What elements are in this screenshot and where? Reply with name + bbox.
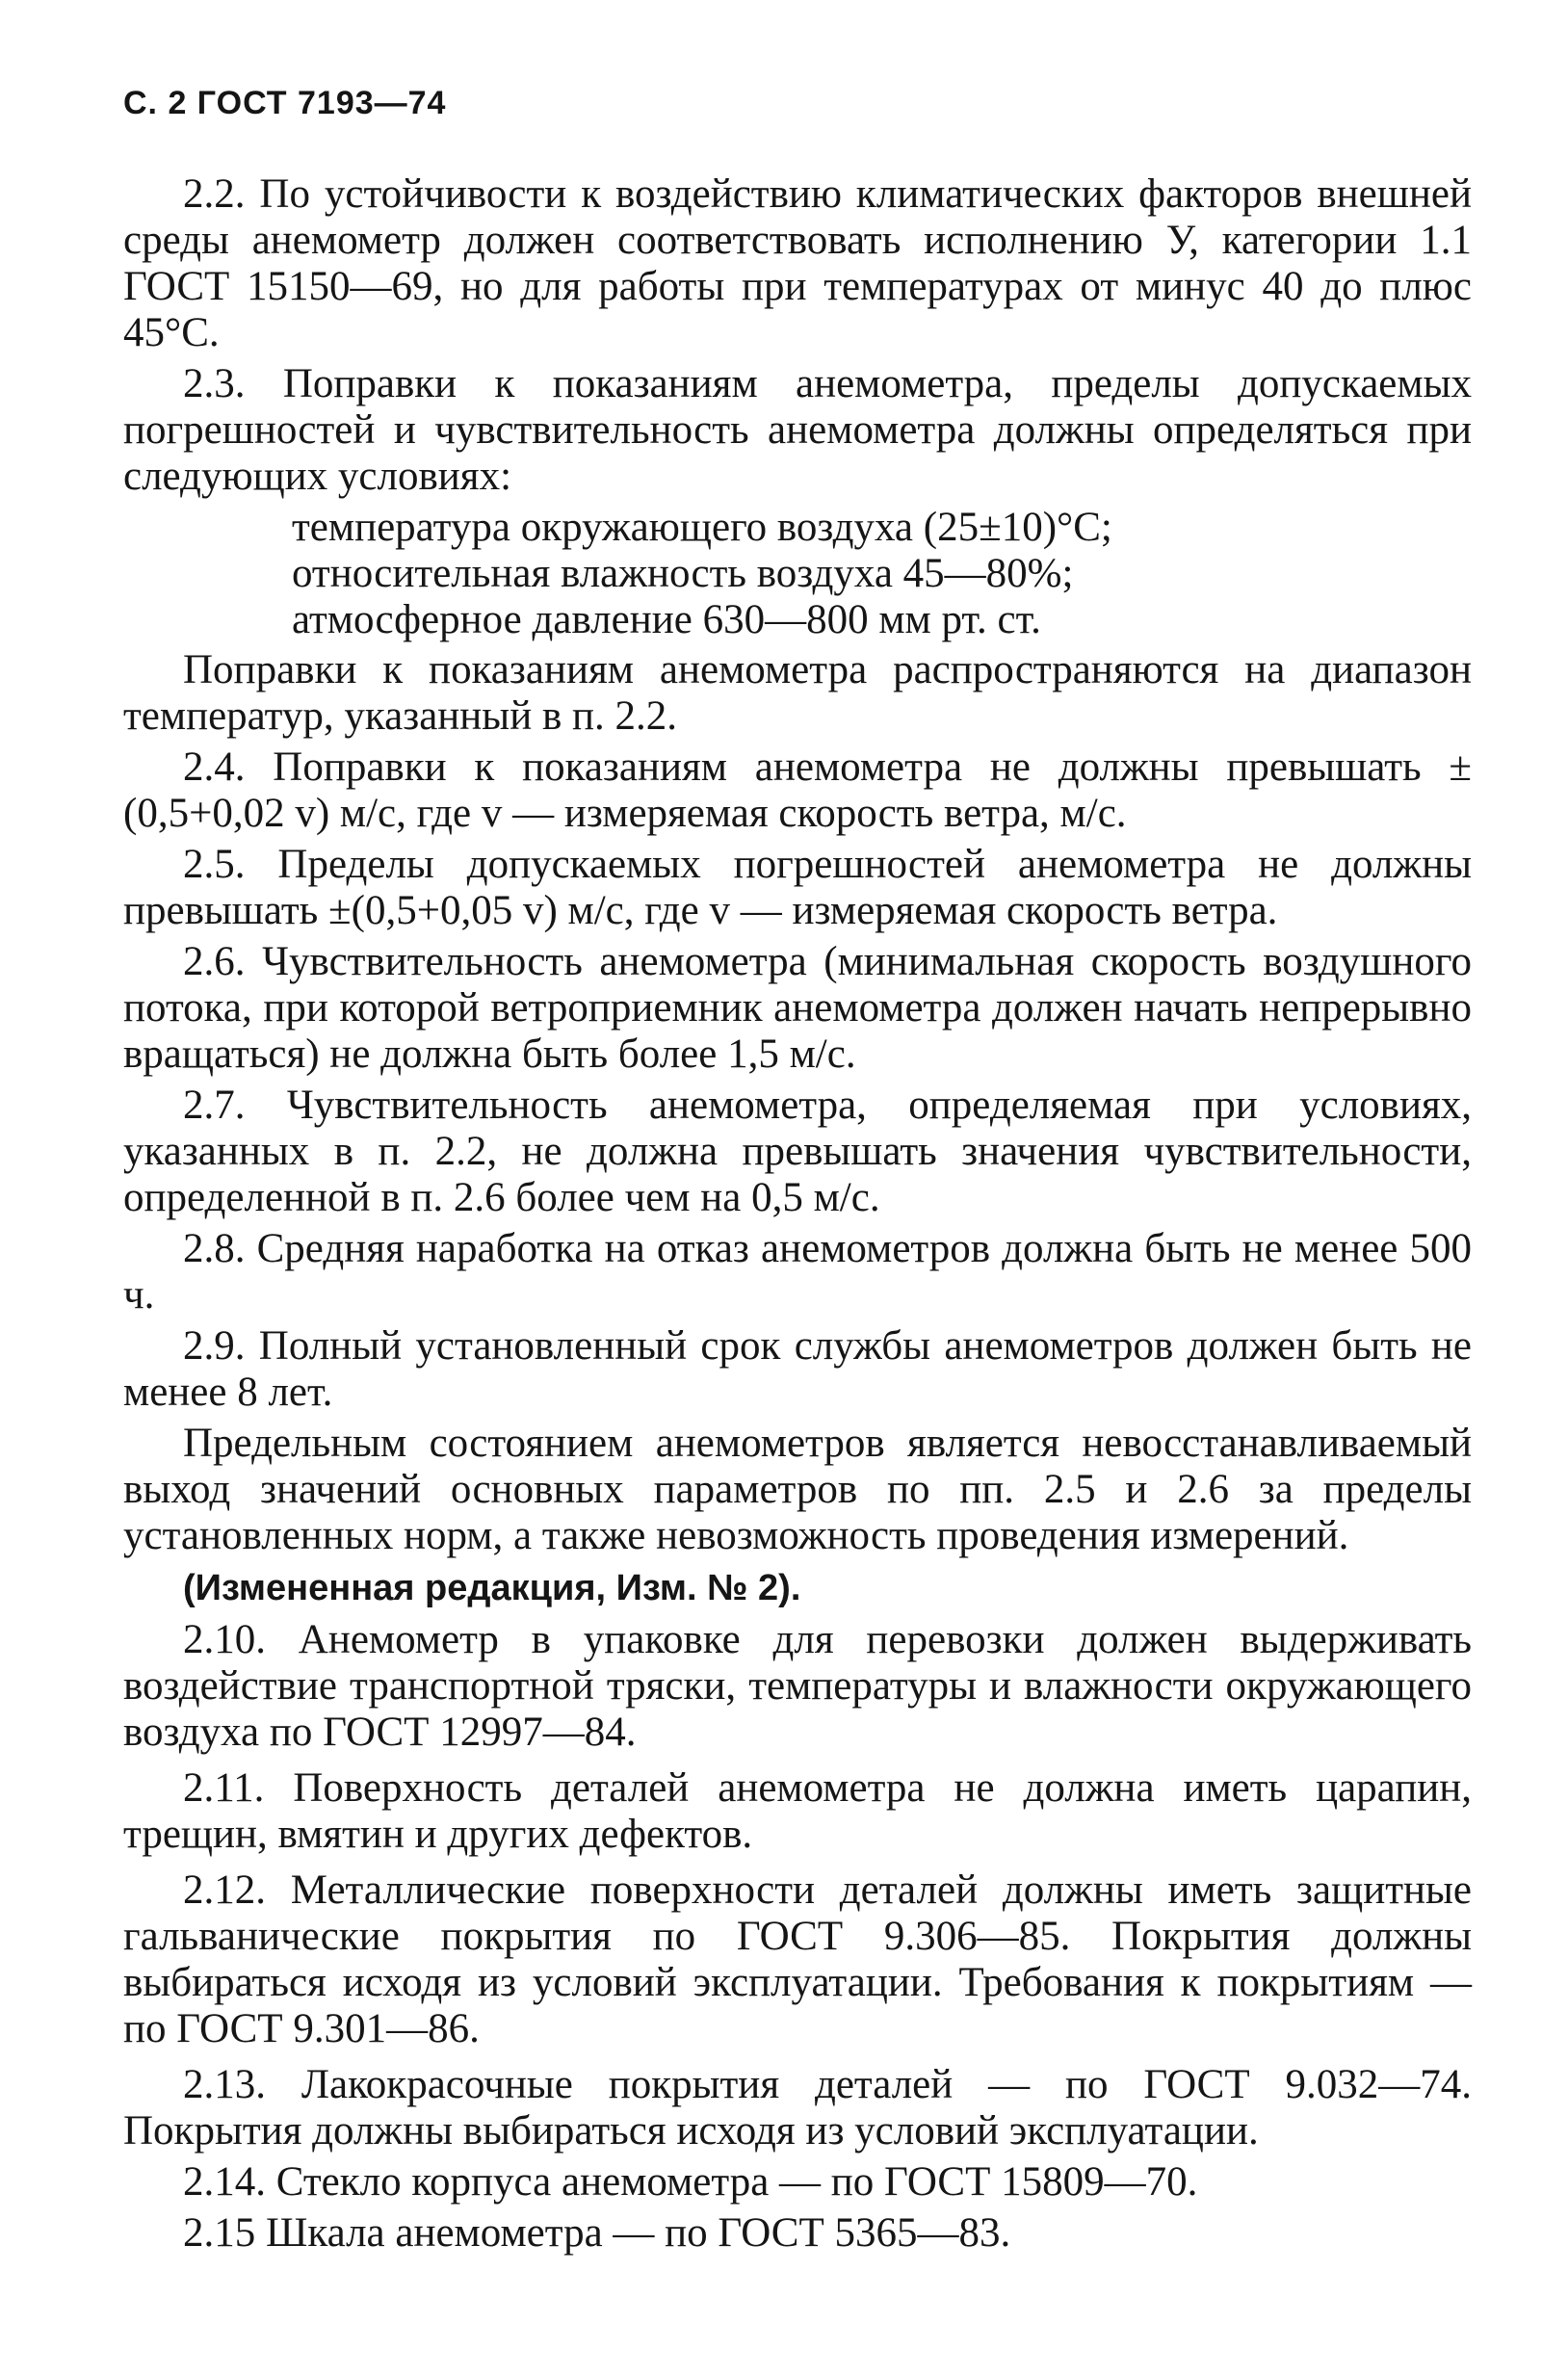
- clause-2-14: 2.14. Стекло корпуса анемометра — по ГОСТ 15809—70.: [183, 2159, 1198, 2205]
- clause-2-8: 2.8. Средняя наработка на отказ анемометров должна быть не менее 500 ч.: [123, 1226, 1472, 1318]
- clause-2-3: 2.3. Поправки к показаниям анемометра, пределы допускаемых погрешностей и чувствительность анемометра должны определяться при следующих условиях:: [123, 361, 1472, 499]
- clause-2-12: 2.12. Металлические поверхности деталей должны иметь защитные гальванические покрытия по ГОСТ 9.306—85. Покрытия должны выбираться исходя из условий эксплуатации. Требования к покрытиям — по ГОСТ 9.301—86.: [123, 1867, 1472, 2051]
- amendment-note: (Измененная редакция, Изм. № 2).: [183, 1568, 801, 1608]
- condition-humidity: относительная влажность воздуха 45—80%;: [292, 551, 1074, 596]
- clause-2-11: 2.11. Поверхность деталей анемометра не должна иметь царапин, трещин, вмятин и других дефектов.: [123, 1765, 1472, 1857]
- page-header: С. 2 ГОСТ 7193—74: [123, 85, 447, 121]
- clause-2-15: 2.15 Шкала анемометра — по ГОСТ 5365—83.: [183, 2210, 1011, 2256]
- clause-2-13: 2.13. Лакокрасочные покрытия деталей — по ГОСТ 9.032—74. Покрытия должны выбираться исходя из условий эксплуатации.: [123, 2062, 1472, 2154]
- clause-2-9: 2.9. Полный установленный срок службы анемометров должен быть не менее 8 лет.: [123, 1323, 1472, 1415]
- document-body: [123, 171, 1472, 2261]
- condition-pressure: атмосферное давление 630—800 мм рт. ст.: [292, 597, 1041, 642]
- clause-2-4: 2.4. Поправки к показаниям анемометра не должны превышать ± (0,5+0,02 v) м/с, где v — измеряемая скорость ветра, м/с.: [123, 744, 1472, 836]
- clause-2-10: 2.10. Анемометр в упаковке для перевозки должен выдерживать воздействие транспортной тряски, температуры и влажности окружающего воздуха по ГОСТ 12997—84.: [123, 1617, 1472, 1755]
- clause-2-9-note: Предельным состоянием анемометров является невосстанавливаемый выход значений основных параметров по пп. 2.5 и 2.6 за пределы установленных норм, а также невозможность проведения измерений.: [123, 1421, 1472, 1558]
- clause-2-2: 2.2. По устойчивости к воздействию климатических факторов внешней среды анемометр должен соответствовать исполнению У, категории 1.1 ГОСТ 15150—69, но для работы при температурах от минус 40 до плюс 45°С.: [123, 171, 1472, 355]
- condition-temperature: температура окружающего воздуха (25±10)°С;: [292, 505, 1112, 550]
- clause-2-5: 2.5. Пределы допускаемых погрешностей анемометра не должны превышать ±(0,5+0,05 v) м/с, где v — измеряемая скорость ветра.: [123, 842, 1472, 933]
- clause-2-6: 2.6. Чувствительность анемометра (минимальная скорость воздушного потока, при которой ветроприемник анемометра должен начать непрерывно вращаться) не должна быть более 1,5 м/с.: [123, 939, 1472, 1077]
- clause-2-7: 2.7. Чувствительность анемометра, определяемая при условиях, указанных в п. 2.2, не должна превышать значения чувствительности, определенной в п. 2.6 более чем на 0,5 м/с.: [123, 1083, 1472, 1220]
- clause-2-3-note: Поправки к показаниям анемометра распространяются на диапазон температур, указанный в п. 2.2.: [123, 647, 1472, 739]
